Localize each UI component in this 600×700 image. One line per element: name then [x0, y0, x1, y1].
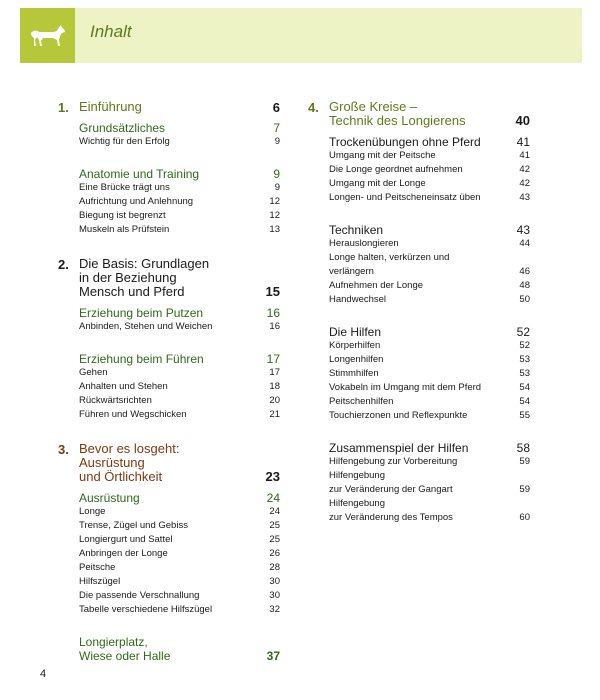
- entry: Hilfengebung zur Veränderung der Gangart 59: [329, 470, 530, 495]
- section-title: Longierplatz, Wiese oder Halle 37: [79, 635, 280, 663]
- entry: Die Longe geordnet aufnehmen 42: [329, 164, 530, 175]
- chapter-heading: [79, 100, 280, 114]
- entry: Hilfszügel 30: [79, 576, 280, 587]
- page-header: [20, 8, 582, 63]
- toc-right-column: [308, 100, 530, 525]
- entry: Aufrichtung und Anlehnung 12: [79, 196, 280, 207]
- section-title: Zusammenspiel der Hilfen 58: [329, 441, 530, 455]
- section-title: Erziehung beim Führen 17: [79, 352, 280, 366]
- chapter-title-line: Technik des Longierens: [329, 113, 466, 128]
- chapter-1: [58, 100, 280, 237]
- chapter-number: 3.: [58, 442, 69, 457]
- chapter-title-line: in der Beziehung: [79, 270, 177, 285]
- chapter-heading: [79, 257, 280, 299]
- header-title: Inhalt: [90, 22, 132, 41]
- chapter-4: [308, 100, 530, 525]
- entry: Trense, Zügel und Gebiss 25: [79, 520, 280, 531]
- entry: Aufnehmen der Longe 48: [329, 280, 530, 291]
- entry: Gehen 17: [79, 367, 280, 378]
- chapter-heading: [79, 442, 280, 484]
- chapter-3: [58, 442, 280, 663]
- entry: Anbringen der Longe 26: [79, 548, 280, 559]
- chapter-title-line: Mensch und Pferd: [79, 284, 185, 299]
- chapter-number: 2.: [58, 257, 69, 272]
- entry: Longen- und Peitscheneinsatz üben 43: [329, 192, 530, 203]
- entry: Longiergurt und Sattel 25: [79, 534, 280, 545]
- chapter-page: 40: [515, 113, 530, 128]
- chapter-page: 6: [272, 100, 280, 115]
- entry: Hilfengebung zur Veränderung des Tempos 60: [329, 498, 530, 523]
- logo-box: [20, 8, 75, 63]
- entry: Hilfengebung zur Vorbereitung 59: [329, 456, 530, 467]
- chapter-heading: [329, 100, 530, 128]
- entry: Touchierzonen und Reflexpunkte 55: [329, 410, 530, 421]
- chapter-title-line: Große Kreise –: [329, 99, 418, 114]
- page-number: 4: [40, 668, 47, 680]
- entry: Führen und Wegschicken 21: [79, 409, 280, 420]
- entry: Longenhilfen 53: [329, 354, 530, 365]
- entry: Wichtig für den Erfolg 9: [79, 136, 280, 147]
- entry: Eine Brücke trägt uns 9: [79, 182, 280, 193]
- entry: Rückwärtsrichten 20: [79, 395, 280, 406]
- entry: Anbinden, Stehen und Weichen 16: [79, 321, 280, 332]
- entry: Muskeln als Prüfstein 13: [79, 224, 280, 235]
- chapter-page: 23: [265, 469, 280, 484]
- horse-icon: [29, 24, 67, 48]
- toc-left-column: [58, 100, 280, 663]
- entry: Handwechsel 50: [329, 294, 530, 305]
- section-title: Techniken 43: [329, 223, 530, 237]
- chapter-number: 4.: [308, 100, 319, 115]
- chapter-title-line: Die Basis: Grundlagen: [79, 256, 210, 271]
- chapter-title-line: Bevor es losgeht:: [79, 441, 180, 456]
- section-title: Trockenübungen ohne Pferd 41: [329, 135, 530, 149]
- entry: Vokabeln im Umgang mit dem Pferd 54: [329, 382, 530, 393]
- entry: Peitsche 28: [79, 562, 280, 573]
- entry: Die passende Verschnallung 30: [79, 590, 280, 601]
- entry: Longe 24: [79, 506, 280, 517]
- chapter-title-line: Einführung: [79, 99, 142, 114]
- chapter-title-line: Ausrüstung: [79, 455, 145, 470]
- entry: Umgang mit der Longe 42: [329, 178, 530, 189]
- entry: Peitschenhilfen 54: [329, 396, 530, 407]
- entry: Tabelle verschiedene Hilfszügel 32: [79, 604, 280, 615]
- entry: Anhalten und Stehen 18: [79, 381, 280, 392]
- entry: Herauslongieren 44: [329, 238, 530, 249]
- chapter-page: 15: [265, 284, 280, 299]
- entry: Longe halten, verkürzen und verlängern 46: [329, 252, 530, 277]
- entry: Biegung ist begrenzt 12: [79, 210, 280, 221]
- chapter-2: [58, 257, 280, 422]
- entry: Umgang mit der Peitsche 41: [329, 150, 530, 161]
- section-title: Erziehung beim Putzen 16: [79, 306, 280, 320]
- section-title: Die Hilfen 52: [329, 325, 530, 339]
- entry: Körperhilfen 52: [329, 340, 530, 351]
- chapter-title-line: und Örtlichkeit: [79, 469, 163, 484]
- section-title: Anatomie und Training 9: [79, 167, 280, 181]
- section-title: Ausrüstung 24: [79, 491, 280, 505]
- entry: Stimmhilfen 53: [329, 368, 530, 379]
- chapter-number: 1.: [58, 100, 69, 115]
- section-title: Grundsätzliches 7: [79, 121, 280, 135]
